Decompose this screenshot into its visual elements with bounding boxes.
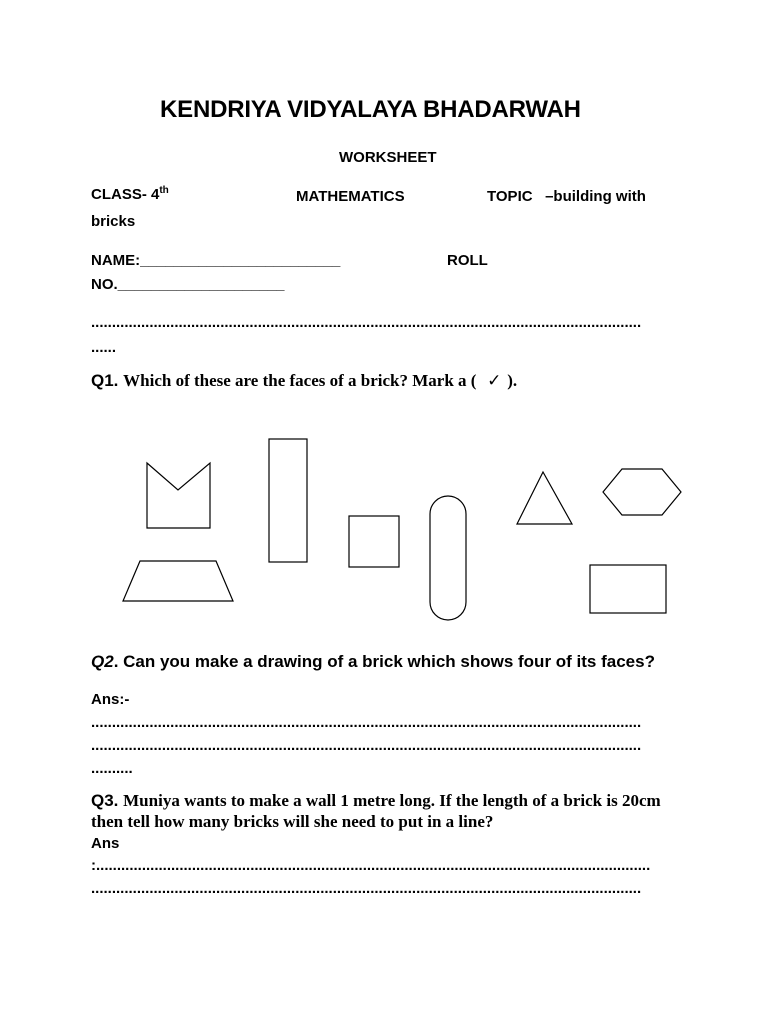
separator-dots: .................................................................................................................................... [91,314,642,331]
subject-label: MATHEMATICS [296,188,405,205]
q3-answer-line-2: .................................................................................................................................... [91,880,642,897]
q1-number: Q1. [91,371,119,390]
q2-answer-line-1: .................................................................................................................................... [91,714,642,731]
wide-rectangle-shape [590,565,666,613]
separator-dots-tail: ...... [91,339,117,356]
topic-value: –building with [545,188,646,205]
school-title: KENDRIYA VIDYALAYA BHADARWAH [160,96,581,123]
hexagon-shape [603,469,681,515]
q2-number: Q2 [91,652,114,671]
tick-icon: ✓ [487,371,502,390]
question-3-line-2: then tell how many bricks will she need to put in a line? [91,812,494,831]
class-superscript: th [159,185,169,196]
q2-answer-label: Ans:- [91,691,130,708]
q3-answer-label: Ans [91,835,120,852]
name-field: NAME:________________________ [91,252,341,269]
q2-answer-line-2: .................................................................................................................................... [91,737,642,754]
roll-label: ROLL [447,252,488,269]
stadium-shape [430,496,466,620]
topic-wrap-text: bricks [91,213,136,230]
q1-end: ). [507,371,518,390]
q1-text: Which of these are the faces of a brick? Mark a ( [123,371,477,390]
house-pentagon-shape [147,463,210,528]
question-3-line-1 [91,791,661,811]
triangle-shape [517,472,572,524]
square-shape [349,516,399,567]
trapezium-shape [123,561,233,601]
tall-rectangle-shape [269,439,307,562]
roll-no-field: NO.____________________ [91,276,285,293]
q2-answer-line-3: .......... [91,760,133,777]
q2-text: . Can you make a drawing of a brick which shows four of its faces? [113,652,655,671]
q3-text-1: Muniya wants to make a wall 1 metre long. If the length of a brick is 20cm [123,791,661,810]
topic-key: TOPIC [487,188,533,205]
worksheet-heading: WORKSHEET [339,149,437,166]
q3-number: Q3. [91,791,119,810]
q3-answer-line-1: :..................................................................................................................................... [91,857,651,874]
question-2 [91,652,655,672]
class-text: CLASS- 4 [91,186,160,203]
